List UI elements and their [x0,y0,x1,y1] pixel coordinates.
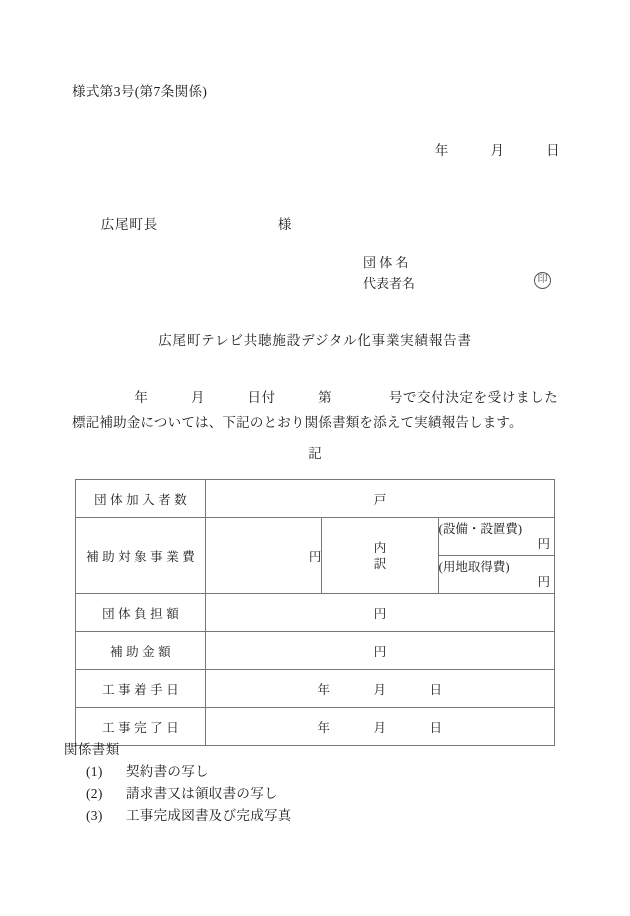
breakdown-header [322,518,438,594]
unit-text: 円 [308,549,322,564]
unit-text: 円 [373,606,387,621]
day-unit: 日 [429,682,443,697]
unit-text: 円 [537,574,550,589]
unit-text: 円 [373,644,387,659]
organization-name-row [363,252,543,273]
form-number: 様式第3号(第7条関係) [72,84,208,99]
addressee-name: 広尾町長 [100,217,158,232]
row-value-org-burden[interactable] [206,594,555,632]
date-line: 年 月 日 [434,143,560,158]
attachments-title: 関係書類 [64,742,120,757]
row-label-org-burden [76,594,206,632]
unit-text: 戸 [373,492,387,507]
list-item [86,761,292,783]
paragraph-text: 年 月 日付 第 号で交付決定を受けました標記補助金については、下記のとおり関係書類を添えて実績報告します。 [72,390,558,430]
item-number: (3) [86,808,103,823]
breakdown-equipment-cost[interactable] [438,518,554,556]
page-title: 広尾町テレビ共聴施設デジタル化事業実績報告書 [158,333,472,348]
row-label-project-cost [76,518,206,594]
breakdown-char-1: 内 [373,540,387,555]
report-table [75,479,555,746]
item-text: 工事完成図書及び完成写真 [126,808,292,823]
signature-block [363,252,548,294]
row-label-subsidy-amount [76,632,206,670]
year-unit: 年 [317,682,331,697]
row-label-members [76,480,206,518]
label-text: 団 体 負 担 額 [102,606,179,621]
month-unit: 月 [373,682,387,697]
organization-name-label: 団 体 名 [363,255,409,270]
item-number: (2) [86,786,103,801]
label-text: 団 体 加 入 者 数 [94,492,187,507]
body-paragraph [72,385,558,435]
table-row [76,480,555,518]
day-unit: 日 [429,720,443,735]
representative-name-label: 代表者名 [363,276,416,291]
unit-text: 円 [537,536,550,551]
label-text: 工 事 着 手 日 [102,682,179,697]
row-label-start-date [76,670,206,708]
item-text: 請求書又は領収書の写し [126,786,278,801]
row-value-project-cost[interactable] [206,518,322,594]
label-text: 工 事 完 了 日 [102,720,179,735]
row-value-subsidy-amount[interactable] [206,632,555,670]
representative-name-row [363,273,548,294]
list-item [86,783,292,805]
table-row [76,670,555,708]
year-unit: 年 [317,720,331,735]
month-unit: 月 [373,720,387,735]
table-row [76,518,555,556]
table-row [76,594,555,632]
breakdown-label: (設備・設置費) [438,521,522,536]
label-text: 補 助 金 額 [110,644,171,659]
addressee-honorific: 様 [277,217,293,232]
item-text: 契約書の写し [126,764,209,779]
list-item [86,805,292,827]
attachments-section [64,739,292,827]
table-row [76,632,555,670]
breakdown-land-cost[interactable] [438,556,554,594]
ki-marker: 記 [308,446,322,461]
label-text: 補 助 対 象 事 業 費 [86,549,195,564]
item-number: (1) [86,764,103,779]
breakdown-char-2: 訳 [373,556,387,571]
seal-icon: 印 [534,272,551,289]
breakdown-label: (用地取得費) [438,559,510,574]
addressee [84,197,292,249]
row-value-members[interactable] [206,480,555,518]
row-value-start-date[interactable] [206,670,555,708]
attachments-list [64,761,292,827]
